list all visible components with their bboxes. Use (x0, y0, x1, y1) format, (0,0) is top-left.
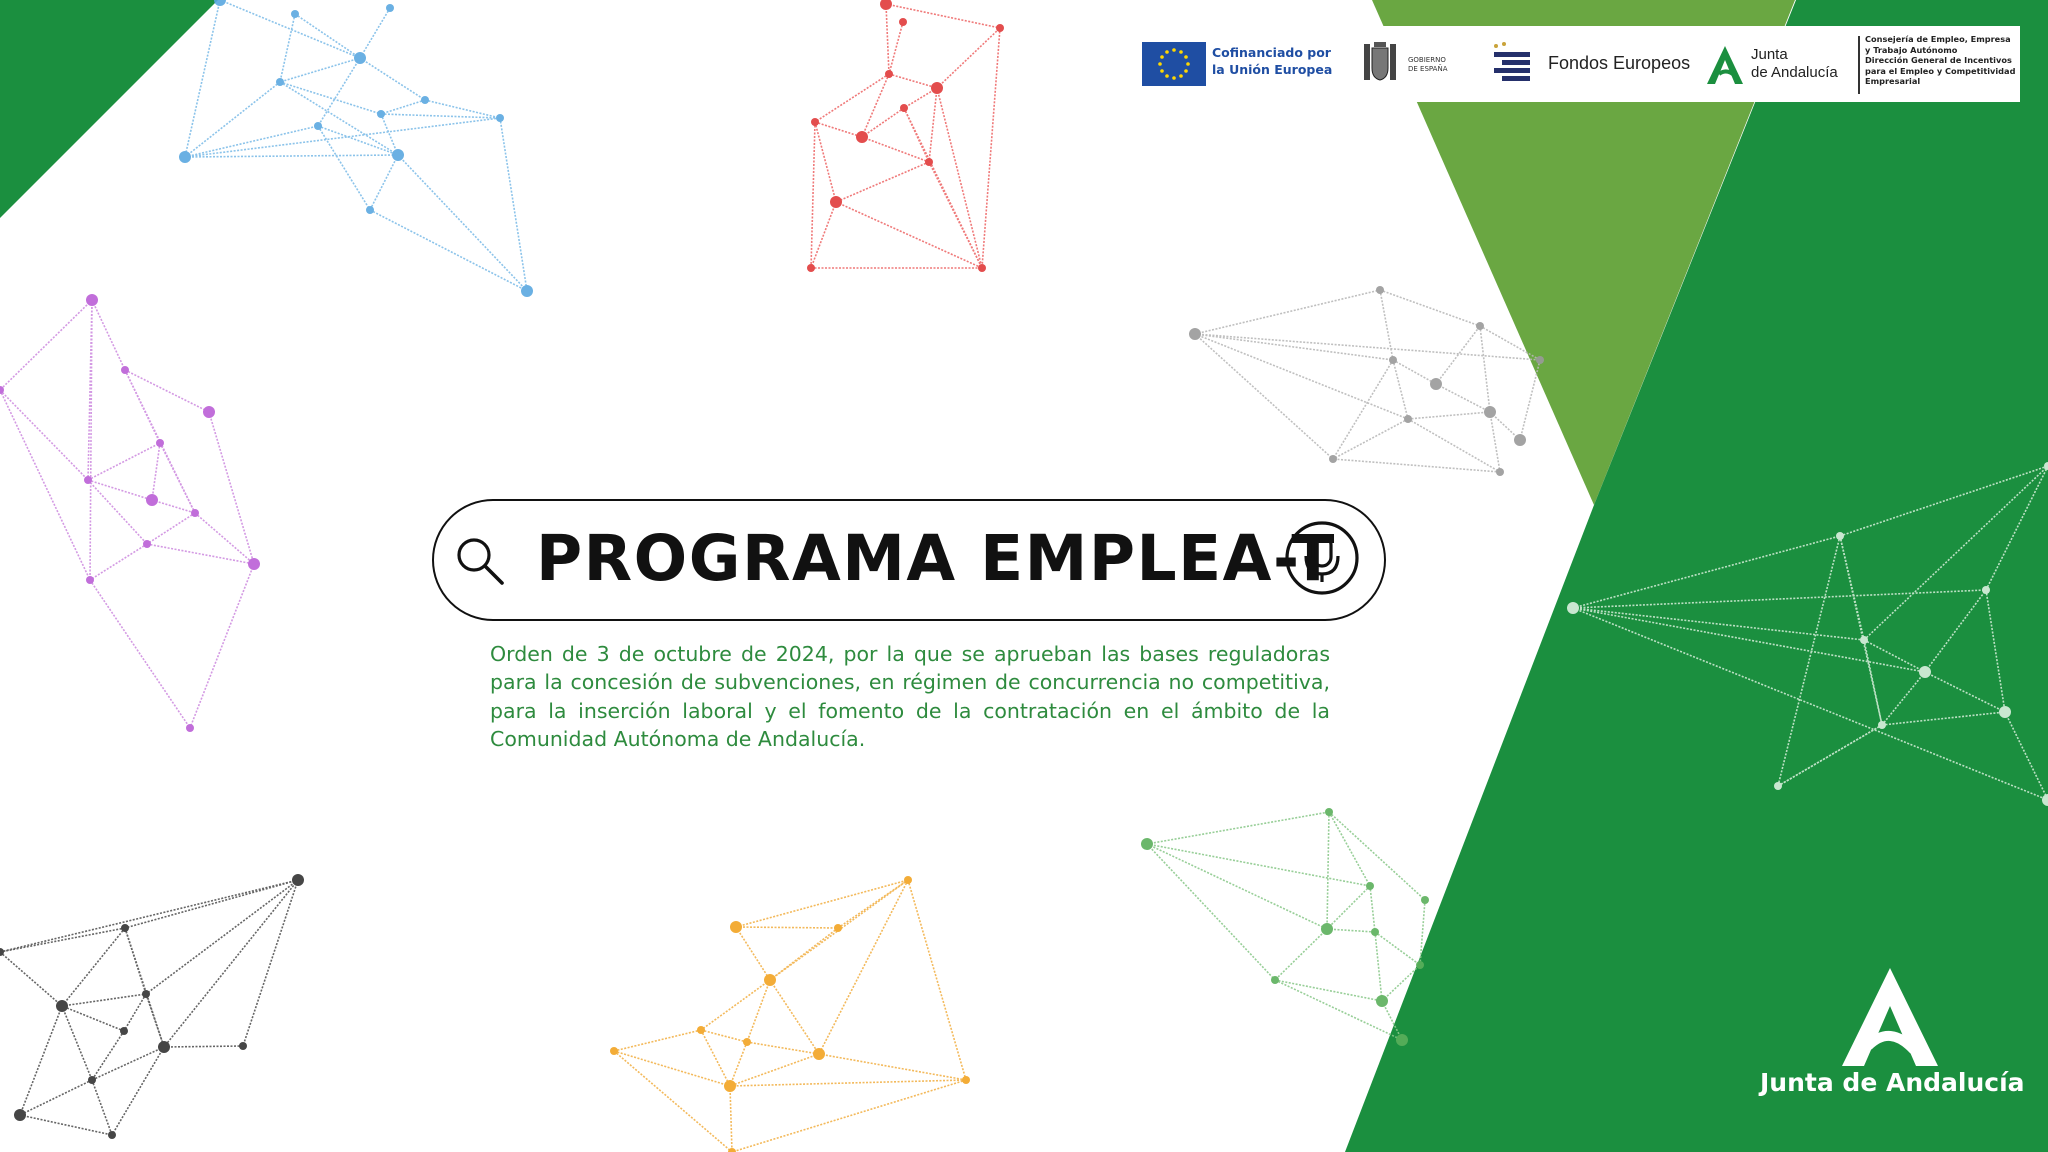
network-edge (819, 880, 908, 1054)
network-edge (90, 544, 147, 580)
network-edge (1329, 812, 1425, 900)
network-node (84, 476, 92, 484)
network-edge (0, 390, 88, 480)
network-node (142, 990, 150, 998)
network-node (121, 366, 129, 374)
network-node (314, 122, 322, 130)
junta-andalucia-small-logo-icon (1705, 44, 1745, 86)
network-edge (152, 443, 160, 500)
network-edge (88, 443, 160, 480)
network-edge (862, 74, 889, 137)
network-edge (147, 513, 195, 544)
network-edge (1195, 334, 1540, 360)
network-node (191, 509, 199, 517)
network-node (1421, 896, 1429, 904)
network-edge (280, 58, 360, 82)
network-edge (381, 114, 500, 118)
network-node (1371, 928, 1379, 936)
network-edge (1375, 932, 1382, 1001)
network-node (813, 1048, 825, 1060)
network-edge (370, 210, 527, 291)
network-edge (1393, 360, 1408, 419)
network-edge (889, 74, 937, 88)
network-edge (614, 1051, 732, 1152)
spain-coat-of-arms-icon (1360, 40, 1400, 86)
network-node (14, 1109, 26, 1121)
program-title: PROGRAMA EMPLEA-T (536, 522, 1336, 595)
network-node (291, 10, 299, 18)
network-edge (1480, 326, 1490, 412)
network-edge (1147, 844, 1275, 980)
fondos-europeos-label: Fondos Europeos (1548, 53, 1691, 73)
network-edge (1195, 334, 1408, 419)
consejeria-text: Consejería de Empleo, Empresa y Trabajo Autónomo Dirección General de Incentivos para el Empleo y Competitividad Empresarial (1865, 34, 2016, 86)
network-edge (929, 88, 937, 162)
network-edge (770, 980, 819, 1054)
corner-triangle (0, 0, 218, 218)
network-node (899, 18, 907, 26)
fondos-europeos-icon (1490, 40, 1534, 86)
network-node (996, 24, 1004, 32)
network-edge (730, 1080, 966, 1086)
network-edge (838, 880, 908, 928)
network-edge (0, 952, 62, 1006)
network-edge (280, 14, 295, 82)
network-edge (88, 300, 92, 480)
network-edge (1147, 844, 1327, 929)
partner-logos-bar (1130, 26, 2020, 102)
network-edge (425, 100, 500, 118)
network-edge (1436, 384, 1490, 412)
network-node (900, 104, 908, 112)
network-edge (1327, 886, 1370, 929)
network-node (354, 52, 366, 64)
network-edge (370, 155, 398, 210)
network-edge (730, 1086, 732, 1152)
network-node (214, 0, 226, 6)
gobierno-label: GOBIERNO DE ESPAÑA (1408, 56, 1448, 73)
network-edge (152, 500, 195, 513)
network-node (925, 158, 933, 166)
network-edge (1327, 929, 1375, 932)
network-node (730, 921, 742, 933)
network-node (1919, 666, 1931, 678)
network-node (1774, 782, 1782, 790)
network-green (1141, 808, 1429, 1046)
network-node (962, 1076, 970, 1084)
network-node (764, 974, 776, 986)
network-edge (730, 1054, 819, 1086)
program-description: Orden de 3 de octubre de 2024, por la que se aprueban las bases reguladoras para la concesión de subvenciones, en régimen de concurrencia no competitiva, para la inserción laboral y el fomento de la contratación en el ámbito de la Comunidad Autónoma de Andalucía. (490, 642, 1330, 751)
network-edge (1375, 932, 1420, 965)
network-edge (125, 928, 164, 1047)
network-edge (0, 880, 298, 952)
network-edge (190, 564, 254, 728)
network-node (1376, 286, 1384, 294)
network-edge (886, 4, 889, 74)
network-edge (125, 928, 146, 994)
network-red (807, 0, 1004, 272)
network-node (1836, 532, 1844, 540)
network-edge (62, 1006, 124, 1031)
network-edge (736, 927, 838, 928)
network-node (1496, 468, 1504, 476)
network-node (1416, 961, 1424, 969)
network-edge (318, 58, 360, 126)
network-edge (747, 1042, 819, 1054)
network-node (1321, 923, 1333, 935)
network-edge (280, 82, 381, 114)
network-edge (318, 126, 370, 210)
network-edge (819, 1054, 966, 1080)
network-edge (92, 300, 125, 370)
network-edge (20, 1006, 62, 1115)
network-node (1476, 322, 1484, 330)
network-node (156, 439, 164, 447)
network-edge (937, 28, 1000, 88)
network-node (834, 924, 842, 932)
network-edge (280, 82, 398, 155)
network-edge (1408, 412, 1490, 419)
network-purple (0, 294, 260, 732)
network-edge (982, 28, 1000, 268)
network-node (610, 1047, 618, 1055)
junta-andalucia-label: Junta de Andalucía (1751, 46, 1838, 81)
network-node (292, 874, 304, 886)
network-edge (360, 58, 425, 100)
network-node (366, 206, 374, 214)
network-edge (1370, 886, 1375, 932)
network-node (88, 1076, 96, 1084)
network-node (807, 264, 815, 272)
network-node (1878, 721, 1886, 729)
eu-flag-icon (1142, 42, 1206, 86)
network-node (1329, 455, 1337, 463)
network-node (143, 540, 151, 548)
network-node (56, 1000, 68, 1012)
network-edge (185, 118, 500, 157)
network-edge (1520, 360, 1540, 440)
network-node (743, 1038, 751, 1046)
network-edge (1275, 929, 1327, 980)
network-node (1536, 356, 1544, 364)
network-node (276, 78, 284, 86)
network-node (1141, 838, 1153, 850)
network-node (1189, 328, 1201, 340)
network-edge (62, 994, 146, 1006)
network-edge (88, 480, 152, 500)
network-edge (295, 14, 360, 58)
network-edge (185, 155, 398, 157)
network-node (697, 1026, 705, 1034)
network-node (496, 114, 504, 122)
network-edge (360, 8, 390, 58)
network-edge (904, 108, 982, 268)
network-edge (1393, 360, 1436, 384)
network-edge (220, 0, 360, 58)
network-node (203, 406, 215, 418)
network-node (1325, 808, 1333, 816)
network-edge (937, 88, 982, 268)
network-edge (146, 880, 298, 994)
network-edge (0, 300, 92, 390)
network-blue (179, 0, 533, 297)
network-edge (1195, 334, 1333, 459)
network-node (86, 576, 94, 584)
network-edge (124, 994, 146, 1031)
network-node (811, 118, 819, 126)
network-edge (1408, 419, 1500, 472)
network-node (1860, 636, 1868, 644)
network-edge (381, 114, 398, 155)
network-edge (62, 928, 125, 1006)
network-node (1404, 415, 1412, 423)
network-edge (730, 1042, 747, 1086)
network-node (856, 131, 868, 143)
network-edge (147, 544, 254, 564)
network-edge (889, 22, 903, 74)
network-edge (1195, 290, 1380, 334)
network-black (0, 874, 304, 1139)
network-node (392, 149, 404, 161)
network-edge (1329, 812, 1370, 886)
network-edge (20, 1115, 112, 1135)
network-edge (908, 880, 966, 1080)
network-node (521, 285, 533, 297)
network-edge (736, 927, 770, 980)
network-edge (736, 880, 908, 927)
network-edge (500, 118, 527, 291)
network-edge (381, 100, 425, 114)
network-node (1389, 356, 1397, 364)
network-node (386, 4, 394, 12)
network-node (904, 876, 912, 884)
network-edge (732, 1080, 966, 1152)
network-edge (1380, 290, 1480, 326)
network-edge (1147, 844, 1370, 886)
network-edge (701, 980, 770, 1030)
network-node (1376, 995, 1388, 1007)
network-node (179, 151, 191, 163)
network-edge (1275, 980, 1382, 1001)
logo-divider (1858, 36, 1860, 94)
network-edge (836, 202, 982, 268)
network-node (1484, 406, 1496, 418)
network-node (121, 924, 129, 932)
network-edge (701, 1030, 747, 1042)
network-node (1430, 378, 1442, 390)
network-node (146, 494, 158, 506)
network-edge (209, 412, 254, 564)
network-edge (614, 1051, 730, 1086)
network-orange (610, 876, 970, 1152)
network-node (120, 1027, 128, 1035)
network-edge (112, 1047, 164, 1135)
junta-andalucia-brand: Junta de Andalucía (1760, 1068, 2025, 1097)
network-edge (92, 1080, 112, 1135)
network-node (1999, 706, 2011, 718)
network-node (880, 0, 892, 10)
network-edge (398, 155, 527, 291)
network-edge (811, 122, 815, 268)
network-edge (1275, 980, 1402, 1040)
network-edge (1380, 290, 1393, 360)
microphone-icon[interactable] (1284, 520, 1360, 596)
network-node (931, 82, 943, 94)
network-node (885, 70, 893, 78)
network-edge (243, 880, 298, 1046)
network-node (186, 724, 194, 732)
network-edge (701, 1030, 730, 1086)
network-node (724, 1080, 736, 1092)
network-edge (0, 390, 90, 580)
network-edge (164, 1046, 243, 1047)
network-edge (92, 1031, 124, 1080)
network-edge (88, 480, 147, 544)
network-edge (815, 122, 862, 137)
network-edge (836, 162, 929, 202)
network-node (248, 558, 260, 570)
network-edge (1327, 812, 1329, 929)
network-node (1567, 602, 1579, 614)
network-edge (614, 1030, 701, 1051)
network-node (1271, 976, 1279, 984)
network-node (830, 196, 842, 208)
network-edge (125, 880, 298, 928)
network-node (158, 1041, 170, 1053)
network-edge (164, 880, 298, 1047)
network-edge (90, 580, 190, 728)
network-edge (1436, 326, 1480, 384)
network-edge (1147, 812, 1329, 844)
search-icon[interactable] (452, 533, 508, 589)
network-node (978, 264, 986, 272)
network-node (1982, 586, 1990, 594)
network-edge (195, 513, 254, 564)
network-edge (1333, 459, 1500, 472)
network-edge (1490, 412, 1520, 440)
network-node (1366, 882, 1374, 890)
network-node (377, 110, 385, 118)
network-node (421, 96, 429, 104)
network-node (239, 1042, 247, 1050)
network-node (86, 294, 98, 306)
network-edge (125, 370, 209, 412)
network-edge (929, 162, 982, 268)
network-grey (1189, 286, 1544, 476)
network-node (108, 1131, 116, 1139)
network-node (1514, 434, 1526, 446)
network-edge (815, 122, 836, 202)
junta-andalucia-logo-icon (1838, 966, 1942, 1068)
network-edge (811, 202, 836, 268)
network-node (1396, 1034, 1408, 1046)
eu-cofinancing-label: Cofinanciado por la Unión Europea (1212, 45, 1333, 77)
network-edge (0, 928, 125, 952)
